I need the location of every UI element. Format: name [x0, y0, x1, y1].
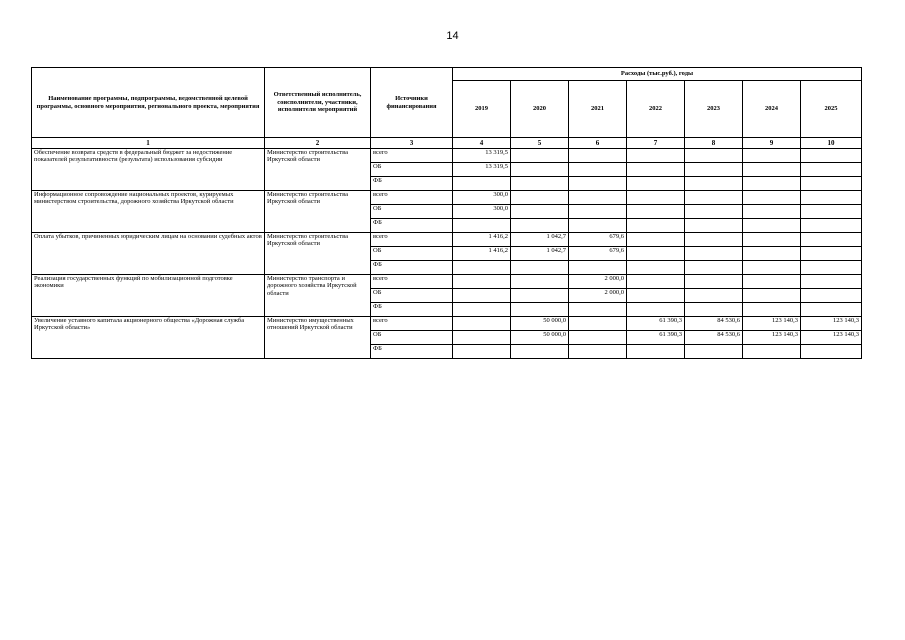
table-row — [32, 191, 862, 205]
table-row — [32, 317, 862, 331]
amount-cell — [453, 275, 511, 289]
header-year-2021: 2021 — [569, 81, 627, 138]
amount-cell — [627, 345, 685, 359]
amount-cell — [685, 177, 743, 191]
amount-cell: 1 042,7 — [511, 247, 569, 261]
amount-cell — [627, 233, 685, 247]
amount-cell: 123 140,3 — [743, 331, 801, 345]
amount-cell — [627, 219, 685, 233]
amount-cell: 123 140,3 — [801, 331, 862, 345]
amount-cell — [569, 163, 627, 177]
column-numbers-row — [32, 138, 862, 149]
amount-cell: 13 319,5 — [453, 149, 511, 163]
funding-source: ОБ — [371, 289, 453, 303]
header-source: Источники финансирования — [371, 68, 453, 138]
amount-cell — [511, 219, 569, 233]
amount-cell — [743, 303, 801, 317]
amount-cell — [685, 345, 743, 359]
amount-cell — [627, 163, 685, 177]
amount-cell: 1 042,7 — [511, 233, 569, 247]
amount-cell — [743, 289, 801, 303]
amount-cell — [685, 163, 743, 177]
amount-cell — [511, 191, 569, 205]
amount-cell — [743, 163, 801, 177]
amount-cell: 2 000,0 — [569, 289, 627, 303]
amount-cell: 1 416,2 — [453, 233, 511, 247]
amount-cell — [569, 219, 627, 233]
amount-cell — [627, 303, 685, 317]
amount-cell — [743, 247, 801, 261]
amount-cell — [627, 247, 685, 261]
amount-cell — [627, 149, 685, 163]
column-number: 5 — [511, 138, 569, 149]
amount-cell — [743, 345, 801, 359]
header-executor: Ответственный исполнитель, соисполнители, участники, исполнители мероприятий — [265, 68, 371, 138]
amount-cell: 61 390,3 — [627, 317, 685, 331]
amount-cell — [569, 191, 627, 205]
funding-source: ФБ — [371, 177, 453, 191]
amount-cell — [511, 163, 569, 177]
amount-cell — [627, 289, 685, 303]
amount-cell — [569, 205, 627, 219]
funding-source: всего — [371, 149, 453, 163]
funding-source: всего — [371, 233, 453, 247]
amount-cell — [743, 205, 801, 219]
amount-cell — [685, 149, 743, 163]
amount-cell — [627, 261, 685, 275]
header-expenses: Расходы (тыс.руб.), годы — [453, 68, 862, 81]
measure-executor: Министерство имущественных отношений Иркутской области — [265, 317, 371, 359]
measure-executor: Министерство строительства Иркутской области — [265, 233, 371, 275]
amount-cell — [627, 275, 685, 289]
amount-cell — [685, 219, 743, 233]
amount-cell — [685, 191, 743, 205]
amount-cell — [685, 289, 743, 303]
amount-cell — [511, 303, 569, 317]
measure-name: Обеспечение возврата средств в федеральный бюджет за недостижение показателей результативности (результата) использования субсидии — [32, 149, 265, 191]
budget-table — [31, 67, 862, 359]
measure-name: Оплата убытков, причиненных юридическим лицам на основании судебных актов — [32, 233, 265, 275]
measure-name: Увеличение уставного капитала акционерного общества «Дорожная служба Иркутской области» — [32, 317, 265, 359]
funding-source: ФБ — [371, 261, 453, 275]
amount-cell — [743, 149, 801, 163]
amount-cell — [569, 317, 627, 331]
amount-cell — [801, 177, 862, 191]
amount-cell — [743, 275, 801, 289]
funding-source: ОБ — [371, 163, 453, 177]
column-number: 4 — [453, 138, 511, 149]
funding-source: всего — [371, 275, 453, 289]
amount-cell — [801, 205, 862, 219]
amount-cell: 2 000,0 — [569, 275, 627, 289]
column-number: 8 — [685, 138, 743, 149]
amount-cell — [453, 261, 511, 275]
column-number: 3 — [371, 138, 453, 149]
amount-cell — [511, 345, 569, 359]
amount-cell — [743, 177, 801, 191]
amount-cell: 61 390,3 — [627, 331, 685, 345]
amount-cell — [627, 191, 685, 205]
header-year-2025: 2025 — [801, 81, 862, 138]
header-name: Наименование программы, подпрограммы, ведомственной целевой программы, основного мероприятия, регионального проекта, мероприятия — [32, 68, 265, 138]
measure-name: Реализация государственных функций по мобилизационной подготовке экономики — [32, 275, 265, 317]
amount-cell — [453, 303, 511, 317]
amount-cell — [801, 303, 862, 317]
amount-cell — [453, 289, 511, 303]
amount-cell — [627, 205, 685, 219]
header-year-2024: 2024 — [743, 81, 801, 138]
amount-cell — [685, 247, 743, 261]
funding-source: ОБ — [371, 205, 453, 219]
amount-cell — [453, 345, 511, 359]
amount-cell: 1 416,2 — [453, 247, 511, 261]
column-number: 6 — [569, 138, 627, 149]
funding-source: ФБ — [371, 345, 453, 359]
amount-cell: 84 530,6 — [685, 331, 743, 345]
amount-cell: 679,6 — [569, 247, 627, 261]
amount-cell — [511, 261, 569, 275]
amount-cell — [743, 191, 801, 205]
table-row — [32, 233, 862, 247]
amount-cell — [569, 345, 627, 359]
amount-cell — [511, 149, 569, 163]
table-row — [32, 149, 862, 163]
amount-cell: 300,0 — [453, 191, 511, 205]
header-year-2022: 2022 — [627, 81, 685, 138]
amount-cell — [743, 261, 801, 275]
amount-cell: 679,6 — [569, 233, 627, 247]
amount-cell — [569, 331, 627, 345]
amount-cell — [801, 247, 862, 261]
amount-cell — [511, 177, 569, 191]
column-number: 7 — [627, 138, 685, 149]
amount-cell — [569, 261, 627, 275]
amount-cell — [743, 233, 801, 247]
measure-executor: Министерство строительства Иркутской области — [265, 149, 371, 191]
amount-cell — [453, 317, 511, 331]
amount-cell — [685, 303, 743, 317]
page-number: 14 — [446, 30, 459, 42]
amount-cell — [801, 275, 862, 289]
measure-executor: Министерство транспорта и дорожного хозяйства Иркутской области — [265, 275, 371, 317]
amount-cell — [685, 233, 743, 247]
column-number: 1 — [32, 138, 265, 149]
amount-cell — [801, 191, 862, 205]
amount-cell — [569, 149, 627, 163]
amount-cell: 13 319,5 — [453, 163, 511, 177]
amount-cell — [801, 163, 862, 177]
column-number: 10 — [801, 138, 862, 149]
column-number: 9 — [743, 138, 801, 149]
amount-cell: 50 000,0 — [511, 331, 569, 345]
amount-cell — [627, 177, 685, 191]
amount-cell: 84 530,6 — [685, 317, 743, 331]
measure-name: Информационное сопровождение национальных проектов, курируемых министерством строительства, дорожного хозяйства Иркутской области — [32, 191, 265, 233]
amount-cell: 50 000,0 — [511, 317, 569, 331]
amount-cell — [453, 177, 511, 191]
header-year-2020: 2020 — [511, 81, 569, 138]
amount-cell — [453, 219, 511, 233]
header-year-2019: 2019 — [453, 81, 511, 138]
amount-cell: 300,0 — [453, 205, 511, 219]
column-number: 2 — [265, 138, 371, 149]
funding-source: всего — [371, 191, 453, 205]
funding-source: ФБ — [371, 219, 453, 233]
amount-cell — [685, 205, 743, 219]
amount-cell: 123 140,3 — [743, 317, 801, 331]
header-year-2023: 2023 — [685, 81, 743, 138]
amount-cell — [511, 289, 569, 303]
amount-cell — [801, 345, 862, 359]
funding-source: ОБ — [371, 331, 453, 345]
amount-cell: 123 140,3 — [801, 317, 862, 331]
amount-cell — [511, 275, 569, 289]
amount-cell — [685, 275, 743, 289]
amount-cell — [801, 289, 862, 303]
amount-cell — [569, 303, 627, 317]
amount-cell — [743, 219, 801, 233]
amount-cell — [453, 331, 511, 345]
funding-source: ФБ — [371, 303, 453, 317]
amount-cell — [801, 149, 862, 163]
amount-cell — [801, 219, 862, 233]
amount-cell — [801, 233, 862, 247]
amount-cell — [511, 205, 569, 219]
amount-cell — [685, 261, 743, 275]
table-row — [32, 275, 862, 289]
funding-source: всего — [371, 317, 453, 331]
amount-cell — [569, 177, 627, 191]
funding-source: ОБ — [371, 247, 453, 261]
measure-executor: Министерство строительства Иркутской области — [265, 191, 371, 233]
amount-cell — [801, 261, 862, 275]
